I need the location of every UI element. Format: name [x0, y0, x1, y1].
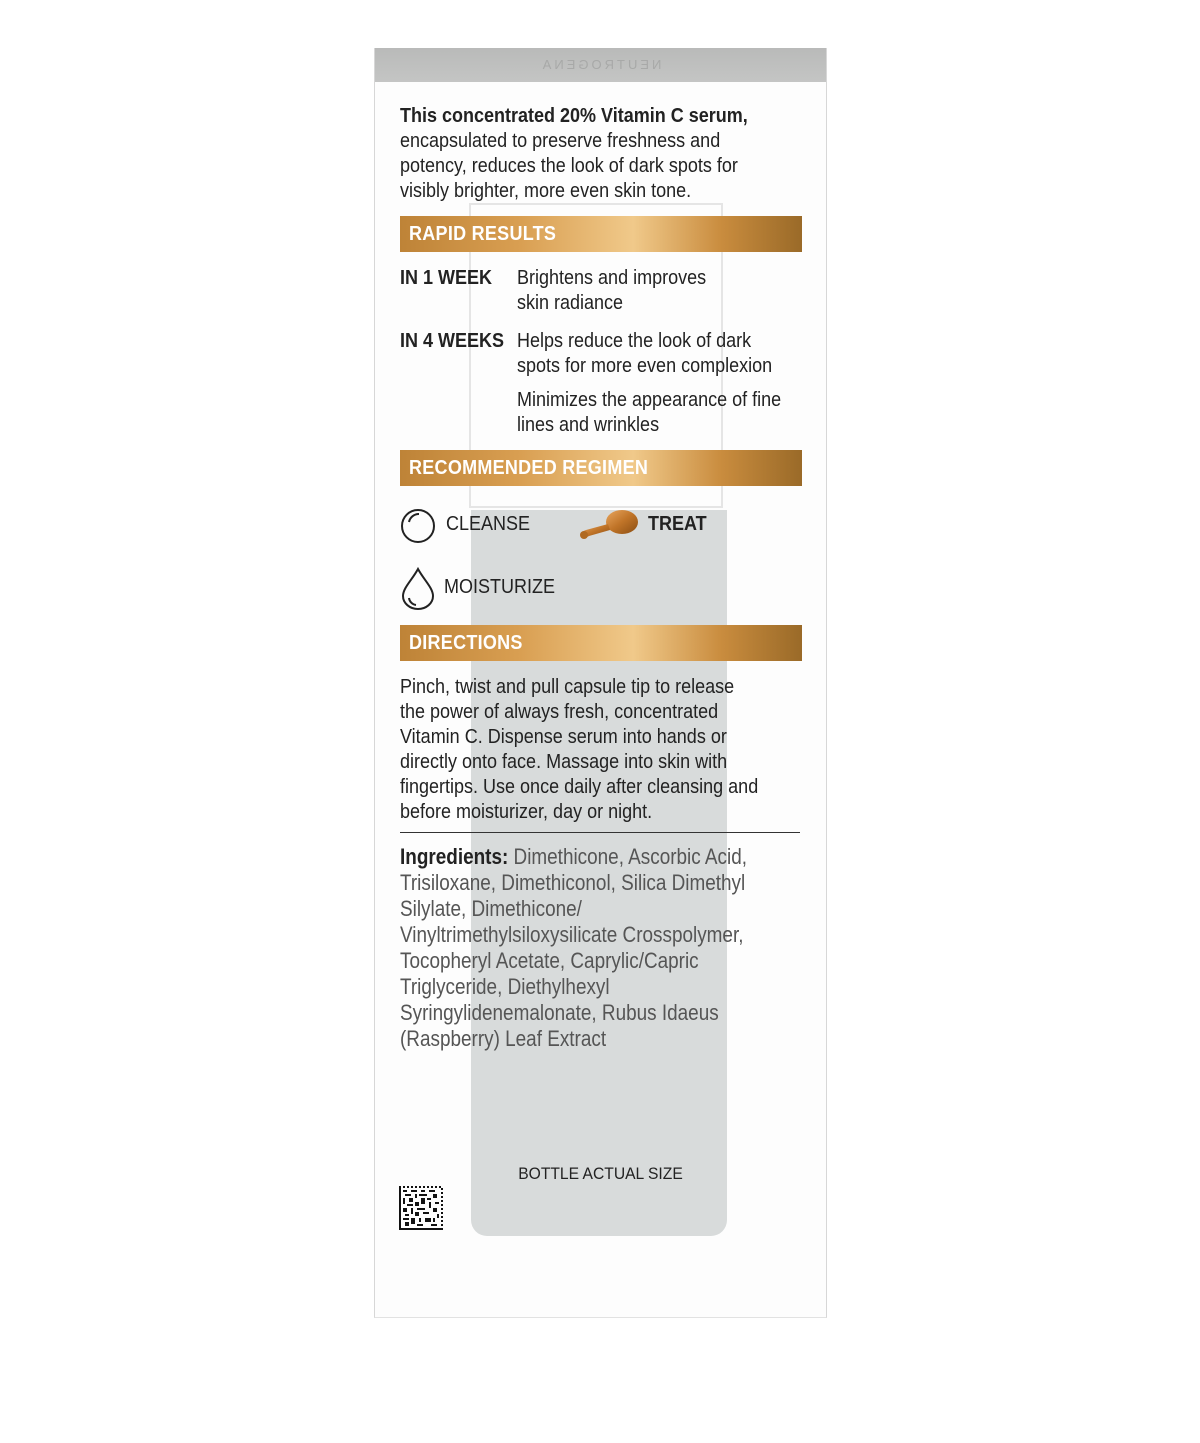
ingredients-line: (Raspberry) Leaf Extract — [400, 1026, 607, 1051]
ingredients-label: Ingredients: — [400, 844, 509, 869]
directions-line: before moisturizer, day or night. — [400, 801, 653, 823]
week-label: IN 4 WEEKS — [400, 330, 505, 352]
rapid-results-heading-band — [400, 216, 802, 252]
regimen-step-label: TREAT — [648, 513, 707, 535]
cleanse-circle-icon — [400, 506, 436, 544]
intro-line: encapsulated to preserve freshness and — [400, 130, 721, 152]
intro-paragraph — [400, 104, 748, 204]
directions-heading-band — [400, 625, 802, 661]
intro-line: potency, reduces the look of dark spots for — [400, 155, 738, 177]
datamatrix-barcode — [399, 1186, 443, 1230]
result-line: Minimizes the appearance of fine — [517, 389, 782, 411]
regimen-heading: RECOMMENDED REGIMEN — [409, 457, 649, 479]
ingredients-line: Trisiloxane, Dimethiconol, Silica Dimethyl — [400, 870, 746, 895]
result-line: Helps reduce the look of dark — [517, 330, 752, 352]
product-box-back-panel — [374, 48, 827, 1318]
ingredients-line: Silylate, Dimethicone/ — [400, 896, 582, 921]
regimen-step-label: MOISTURIZE — [444, 576, 556, 598]
result-line: Brightens and improves — [517, 267, 707, 289]
section-divider — [400, 832, 800, 833]
intro-bold-line: This concentrated 20% Vitamin C serum, — [400, 105, 748, 127]
result-description — [517, 266, 706, 316]
result-line: spots for more even complexion — [517, 355, 773, 377]
result-description — [517, 329, 772, 379]
ingredients-line: Syringylidenemalonate, Rubus Idaeus — [400, 1000, 719, 1025]
capsule-icon — [578, 508, 640, 542]
directions-heading: DIRECTIONS — [409, 632, 523, 654]
ingredients-line: Triglyceride, Diethylhexyl — [400, 974, 610, 999]
ingredients-paragraph — [400, 844, 747, 1052]
result-description — [517, 388, 781, 438]
week-label: IN 1 WEEK — [400, 267, 493, 289]
bottle-actual-size-label: BOTTLE ACTUAL SIZE — [518, 1164, 683, 1183]
ingredients-line: Tocopheryl Acetate, Caprylic/Capric — [400, 948, 699, 973]
directions-line: Vitamin C. Dispense serum into hands or — [400, 726, 727, 748]
directions-line: fingertips. Use once daily after cleansing and — [400, 776, 759, 798]
box-top-flap — [375, 48, 826, 82]
droplet-icon — [400, 566, 436, 610]
directions-paragraph — [400, 675, 758, 825]
regimen-step-label: CLEANSE — [446, 513, 531, 535]
result-line: skin radiance — [517, 292, 624, 314]
rapid-results-heading: RAPID RESULTS — [409, 223, 557, 245]
ingredients-line: Vinyltrimethylsiloxysilicate Crosspolymer, — [400, 922, 744, 947]
ingredients-line: Dimethicone, Ascorbic Acid, — [508, 844, 747, 869]
mirrored-brand-text: NEUTROGENA — [539, 57, 662, 72]
regimen-heading-band — [400, 450, 802, 486]
result-line: lines and wrinkles — [517, 414, 660, 436]
intro-line: visibly brighter, more even skin tone. — [400, 180, 692, 202]
directions-line: the power of always fresh, concentrated — [400, 701, 719, 723]
directions-line: Pinch, twist and pull capsule tip to release — [400, 676, 735, 698]
directions-line: directly onto face. Massage into skin with — [400, 751, 728, 773]
